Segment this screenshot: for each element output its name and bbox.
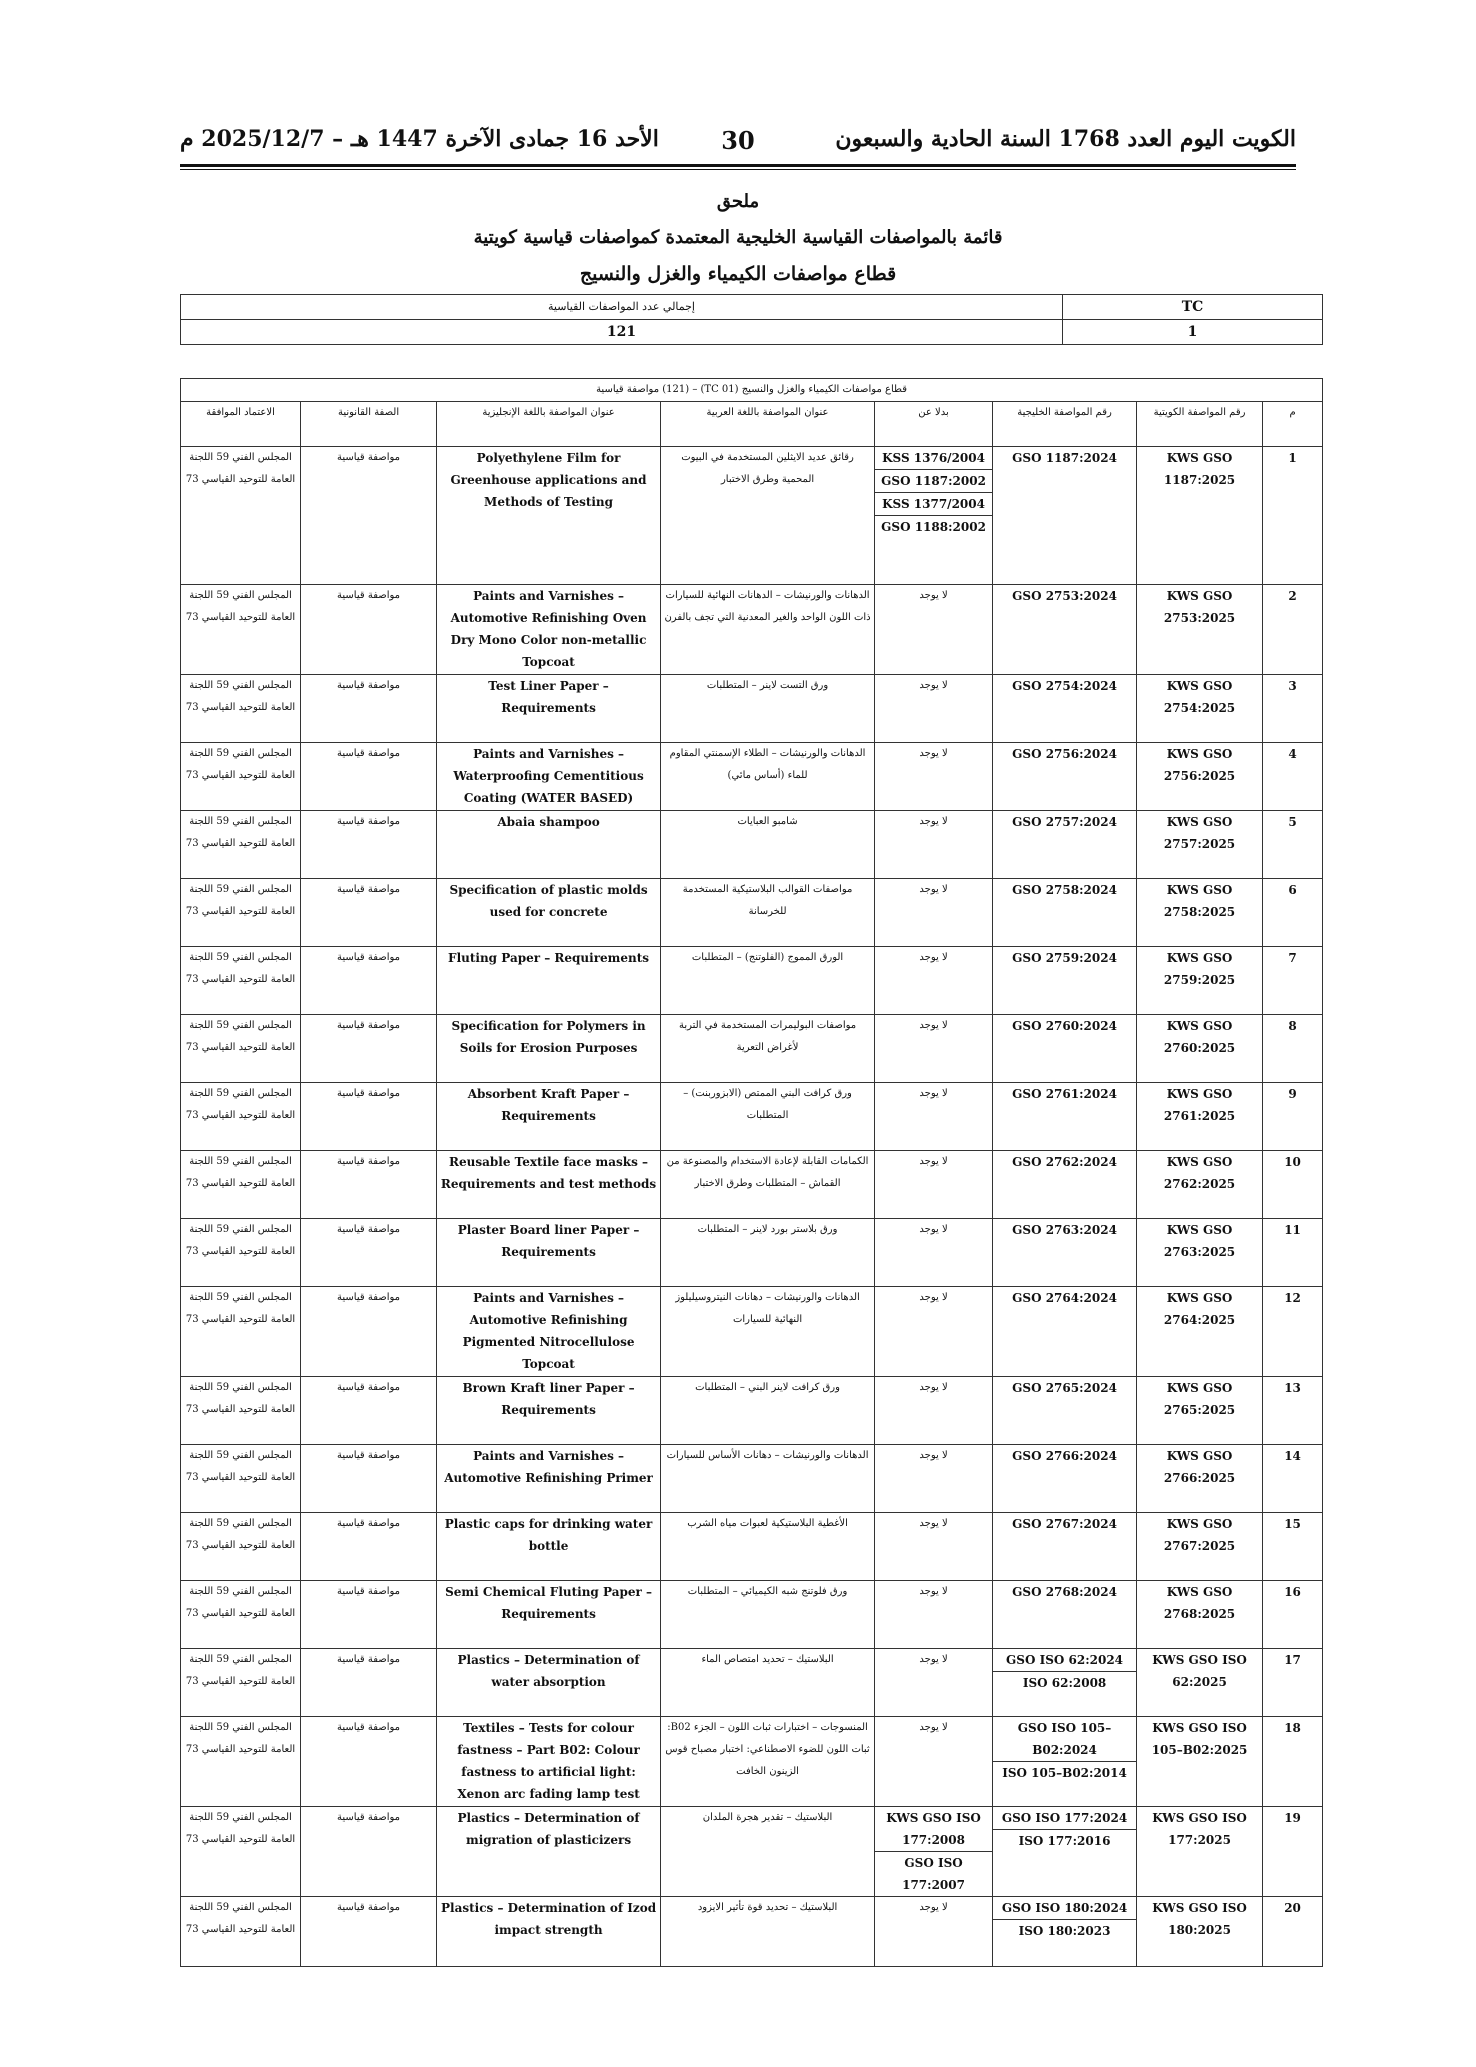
gso-number [993,1717,1137,1807]
replaces-entry: لا يوجد [919,1902,948,1913]
legal-status: مواصفة قياسية [301,1219,437,1287]
replaces [875,947,993,1015]
english-title: Fluting Paper – Requirements [437,947,661,1015]
summary-table [180,294,1323,345]
gso-number [993,1897,1137,1967]
gso-entry: ISO 62:2008 [993,1671,1136,1694]
row-number: 3 [1263,675,1323,743]
gso-entry: ISO 105–B02:2014 [993,1761,1136,1784]
gso-entry: GSO 2764:2024 [1012,1291,1117,1305]
kws-number: KWS GSO 2757:2025 [1137,811,1263,879]
title-block [180,184,1296,292]
arabic-title: الكمامات القابلة لإعادة الاستخدام والمصنوعة من القماش – المتطلبات وطرق الاختبار [661,1151,875,1219]
replaces [875,743,993,811]
page-number: 30 [721,126,755,155]
arabic-title: الدهانات والورنيشات – دهانات النيتروسيليلوز النهائية للسيارات [661,1287,875,1377]
arabic-title: رقائق عديد الايثلين المستخدمة في البيوت المحمية وطرق الاختبار [661,447,875,585]
arabic-title: مواصفات البوليمرات المستخدمة في التربة لأغراض التعرية [661,1015,875,1083]
replaces-entry: لا يوجد [919,1518,948,1529]
gso-number [993,1807,1137,1897]
english-title: Brown Kraft liner Paper – Requirements [437,1377,661,1445]
gso-entry: ISO 180:2023 [993,1919,1136,1942]
english-title: Plastics – Determination of Izod impact strength [437,1897,661,1967]
row-number: 1 [1263,447,1323,585]
legal-status: مواصفة قياسية [301,811,437,879]
kws-number: KWS GSO 2760:2025 [1137,1015,1263,1083]
gso-entry: GSO 2761:2024 [1012,1087,1117,1101]
table-row [181,1897,1323,1967]
sector-title: قطاع مواصفات الكيمياء والغزل والنسيج [579,263,897,285]
replaces-entry: لا يوجد [919,1292,948,1303]
header-en-title: عنوان المواصفة باللغة الإنجليزية [437,402,661,447]
replaces [875,1649,993,1717]
legal-status: مواصفة قياسية [301,1015,437,1083]
gso-number [993,585,1137,675]
summary-header-total: إجمالي عدد المواصفات القياسية [181,295,1063,320]
approval: المجلس الفني 59 اللجنة العامة للتوحيد القياسي 73 [181,811,301,879]
gso-number [993,1151,1137,1219]
table-row [181,1807,1323,1897]
gso-entry: GSO ISO 62:2024 [1006,1653,1124,1667]
row-number: 17 [1263,1649,1323,1717]
replaces-entry: لا يوجد [919,1382,948,1393]
arabic-title: البلاستيك – تحديد امتصاص الماء [661,1649,875,1717]
arabic-title: ورق كرافت لاينر البني – المتطلبات [661,1377,875,1445]
english-title: Plastics – Determination of water absorption [437,1649,661,1717]
table-row [181,1287,1323,1377]
legal-status: مواصفة قياسية [301,1513,437,1581]
arabic-title: ورق بلاستر بورد لاينر – المتطلبات [661,1219,875,1287]
gazette-issue: الكويت اليوم العدد 1768 السنة الحادية والسبعون [835,126,1296,152]
approval: المجلس الفني 59 اللجنة العامة للتوحيد القياسي 73 [181,1219,301,1287]
replaces [875,675,993,743]
kws-number: KWS GSO 2766:2025 [1137,1445,1263,1513]
approval: المجلس الفني 59 اللجنة العامة للتوحيد القياسي 73 [181,1581,301,1649]
replaces [875,1377,993,1445]
gso-entry: GSO 2757:2024 [1012,815,1117,829]
table-row [181,1649,1323,1717]
header-instead: بدلا عن [875,402,993,447]
arabic-title: البلاستيك – تقدير هجرة الملدان [661,1807,875,1897]
replaces [875,1717,993,1807]
kws-number: KWS GSO ISO 177:2025 [1137,1807,1263,1897]
kws-number: KWS GSO 2759:2025 [1137,947,1263,1015]
table-row [181,1083,1323,1151]
kws-number: KWS GSO 2764:2025 [1137,1287,1263,1377]
replaces [875,1015,993,1083]
arabic-title: المنسوجات – اختبارات ثبات اللون – الجزء B02: ثبات اللون للضوء الاصطناعي: اختبار مصباح قوس الزينون الخافت [661,1717,875,1807]
legal-status: مواصفة قياسية [301,879,437,947]
replaces-entry: لا يوجد [919,680,948,691]
arabic-title: شامبو العبايات [661,811,875,879]
table-caption: قطاع مواصفات الكيمياء والغزل والنسيج (TC 01) – (121) مواصفة قياسية [181,379,1323,402]
approval: المجلس الفني 59 اللجنة العامة للتوحيد القياسي 73 [181,675,301,743]
table-row [181,675,1323,743]
arabic-title: الورق المموج (الفلوتنج) – المتطلبات [661,947,875,1015]
english-title: Paints and Varnishes – Automotive Refinishing Primer [437,1445,661,1513]
table-row [181,1717,1323,1807]
kws-number: KWS GSO ISO 180:2025 [1137,1897,1263,1967]
kws-number: KWS GSO 2758:2025 [1137,879,1263,947]
replaces [875,1807,993,1897]
header-legal: الصفة القانونية [301,402,437,447]
row-number: 18 [1263,1717,1323,1807]
legal-status: مواصفة قياسية [301,1151,437,1219]
table-row [181,1513,1323,1581]
approval: المجلس الفني 59 اللجنة العامة للتوحيد القياسي 73 [181,1377,301,1445]
gso-entry: GSO 2753:2024 [1012,589,1117,603]
approval: المجلس الفني 59 اللجنة العامة للتوحيد القياسي 73 [181,1151,301,1219]
gso-entry: GSO 2759:2024 [1012,951,1117,965]
row-number: 20 [1263,1897,1323,1967]
replaces [875,1581,993,1649]
kws-number: KWS GSO 2761:2025 [1137,1083,1263,1151]
gso-entry: GSO ISO 105–B02:2024 [1017,1721,1112,1757]
english-title: Absorbent Kraft Paper – Requirements [437,1083,661,1151]
english-title: Specification for Polymers in Soils for Erosion Purposes [437,1015,661,1083]
arabic-title: الدهانات والورنيشات – دهانات الأساس للسيارات [661,1445,875,1513]
replaces-entry: لا يوجد [919,590,948,601]
arabic-title: الأغطية البلاستيكية لعبوات مياه الشرب [661,1513,875,1581]
table-row [181,585,1323,675]
approval: المجلس الفني 59 اللجنة العامة للتوحيد القياسي 73 [181,1513,301,1581]
gso-number [993,1513,1137,1581]
gso-number [993,1015,1137,1083]
replaces [875,1445,993,1513]
english-title: Abaia shampoo [437,811,661,879]
english-title: Specification of plastic molds used for concrete [437,879,661,947]
summary-total-value: 121 [181,320,1063,345]
list-title: قائمة بالمواصفات القياسية الخليجية المعتمدة كمواصفات قياسية كويتية [473,227,1003,248]
row-number: 12 [1263,1287,1323,1377]
legal-status: مواصفة قياسية [301,743,437,811]
gso-number [993,1649,1137,1717]
replaces [875,811,993,879]
table-header-row [181,402,1323,447]
legal-status: مواصفة قياسية [301,1649,437,1717]
gso-entry: GSO ISO 177:2024 [1001,1811,1128,1825]
row-number: 11 [1263,1219,1323,1287]
table-row [181,1151,1323,1219]
table-row [181,811,1323,879]
legal-status: مواصفة قياسية [301,1897,437,1967]
arabic-title: الدهانات والورنيشات – الدهانات النهائية للسيارات ذات اللون الواحد والغير المعدنية التي تجف بالفرن [661,585,875,675]
standards-table [180,378,1323,1967]
approval: المجلس الفني 59 اللجنة العامة للتوحيد القياسي 73 [181,447,301,585]
replaces-entry: KSS 1376/2004 [882,451,985,465]
english-title: Plastics – Determination of migration of plasticizers [437,1807,661,1897]
kws-number: KWS GSO ISO 62:2025 [1137,1649,1263,1717]
header-ar-title: عنوان المواصفة باللغة العربية [661,402,875,447]
replaces-entry: لا يوجد [919,816,948,827]
legal-status: مواصفة قياسية [301,1807,437,1897]
approval: المجلس الفني 59 اللجنة العامة للتوحيد القياسي 73 [181,1083,301,1151]
gso-number [993,879,1137,947]
row-number: 4 [1263,743,1323,811]
english-title: Paints and Varnishes – Automotive Refinishing Pigmented Nitrocellulose Topcoat [437,1287,661,1377]
english-title: Reusable Textile face masks – Requirements and test methods [437,1151,661,1219]
english-title: Plastic caps for drinking water bottle [437,1513,661,1581]
row-number: 7 [1263,947,1323,1015]
annex-title: ملحق [716,191,760,212]
legal-status: مواصفة قياسية [301,1377,437,1445]
gso-entry: GSO 2758:2024 [1012,883,1117,897]
replaces-entry: لا يوجد [919,884,948,895]
table-row [181,447,1323,585]
table-row [181,1581,1323,1649]
replaces-entry: لا يوجد [919,748,948,759]
header-rule [180,164,1296,167]
replaces [875,1513,993,1581]
replaces-entry: KWS GSO ISO 177:2008 [886,1811,981,1847]
english-title: Test Liner Paper – Requirements [437,675,661,743]
legal-status: مواصفة قياسية [301,947,437,1015]
summary-tc-value: 1 [1063,320,1323,345]
replaces [875,879,993,947]
row-number: 19 [1263,1807,1323,1897]
replaces-entry: GSO 1187:2002 [875,469,992,492]
kws-number: KWS GSO 1187:2025 [1137,447,1263,585]
gso-number [993,1287,1137,1377]
table-row [181,1377,1323,1445]
kws-number: KWS GSO 2754:2025 [1137,675,1263,743]
replaces [875,1897,993,1967]
legal-status: مواصفة قياسية [301,1717,437,1807]
row-number: 16 [1263,1581,1323,1649]
gso-number [993,675,1137,743]
table-row [181,1219,1323,1287]
gso-number [993,1377,1137,1445]
arabic-title: ورق التست لاينر – المتطلبات [661,675,875,743]
kws-number: KWS GSO 2767:2025 [1137,1513,1263,1581]
replaces-entry: لا يوجد [919,1450,948,1461]
row-number: 13 [1263,1377,1323,1445]
legal-status: مواصفة قياسية [301,1445,437,1513]
header-gso: رقم المواصفة الخليجية [993,402,1137,447]
header-rule-thin [180,169,1296,170]
summary-header-tc: TC [1063,295,1323,320]
row-number: 9 [1263,1083,1323,1151]
english-title: Semi Chemical Fluting Paper – Requirements [437,1581,661,1649]
replaces-entry: لا يوجد [919,952,948,963]
gso-number [993,743,1137,811]
replaces-entry: لا يوجد [919,1586,948,1597]
arabic-title: ورق فلوتنج شبه الكيميائي – المتطلبات [661,1581,875,1649]
approval: المجلس الفني 59 اللجنة العامة للتوحيد القياسي 73 [181,1015,301,1083]
gso-entry: GSO 2754:2024 [1012,679,1117,693]
row-number: 14 [1263,1445,1323,1513]
row-number: 15 [1263,1513,1323,1581]
kws-number: KWS GSO ISO 105–B02:2025 [1137,1717,1263,1807]
kws-number: KWS GSO 2765:2025 [1137,1377,1263,1445]
header-approval: الاعتماد الموافقة [181,402,301,447]
approval: المجلس الفني 59 اللجنة العامة للتوحيد القياسي 73 [181,947,301,1015]
legal-status: مواصفة قياسية [301,1083,437,1151]
arabic-title: ورق كرافت البني الممتص (الابزوربنت) – المتطلبات [661,1083,875,1151]
legal-status: مواصفة قياسية [301,1287,437,1377]
kws-number: KWS GSO 2763:2025 [1137,1219,1263,1287]
replaces-entry: لا يوجد [919,1224,948,1235]
table-row [181,879,1323,947]
row-number: 2 [1263,585,1323,675]
arabic-title: مواصفات القوالب البلاستيكية المستخدمة للخرسانة [661,879,875,947]
gso-entry: GSO 2762:2024 [1012,1155,1117,1169]
approval: المجلس الفني 59 اللجنة العامة للتوحيد القياسي 73 [181,1717,301,1807]
row-number: 8 [1263,1015,1323,1083]
gso-entry: GSO 2766:2024 [1012,1449,1117,1463]
approval: المجلس الفني 59 اللجنة العامة للتوحيد القياسي 73 [181,743,301,811]
replaces-entry: لا يوجد [919,1088,948,1099]
english-title: Paints and Varnishes – Automotive Refinishing Oven Dry Mono Color non-metallic Topcoat [437,585,661,675]
gso-entry: GSO 2765:2024 [1012,1381,1117,1395]
replaces-entry: لا يوجد [919,1722,948,1733]
legal-status: مواصفة قياسية [301,585,437,675]
replaces [875,447,993,585]
gso-number [993,1581,1137,1649]
gso-number [993,811,1137,879]
gso-entry: GSO 1187:2024 [1012,451,1117,465]
gso-number [993,447,1137,585]
replaces [875,1287,993,1377]
replaces-entry: لا يوجد [919,1654,948,1665]
gso-entry: GSO 2760:2024 [1012,1019,1117,1033]
table-row [181,743,1323,811]
row-number: 10 [1263,1151,1323,1219]
approval: المجلس الفني 59 اللجنة العامة للتوحيد القياسي 73 [181,1807,301,1897]
row-number: 5 [1263,811,1323,879]
english-title: Paints and Varnishes – Waterproofing Cementitious Coating (WATER BASED) [437,743,661,811]
approval: المجلس الفني 59 اللجنة العامة للتوحيد القياسي 73 [181,1287,301,1377]
gso-entry: ISO 177:2016 [993,1829,1136,1852]
row-number: 6 [1263,879,1323,947]
replaces-entry: GSO 1188:2002 [875,515,992,538]
issue-date: الأحد 16 جمادى الآخرة 1447 هـ – 2025/12/7 م [180,126,659,152]
gso-number [993,1083,1137,1151]
legal-status: مواصفة قياسية [301,675,437,743]
header-kws: رقم المواصفة الكويتية [1137,402,1263,447]
replaces-entry: KSS 1377/2004 [875,492,992,515]
replaces [875,1151,993,1219]
approval: المجلس الفني 59 اللجنة العامة للتوحيد القياسي 73 [181,879,301,947]
replaces [875,1083,993,1151]
kws-number: KWS GSO 2756:2025 [1137,743,1263,811]
english-title: Plaster Board liner Paper – Requirements [437,1219,661,1287]
table-row [181,947,1323,1015]
approval: المجلس الفني 59 اللجنة العامة للتوحيد القياسي 73 [181,1649,301,1717]
gso-entry: GSO 2756:2024 [1012,747,1117,761]
english-title: Polyethylene Film for Greenhouse applications and Methods of Testing [437,447,661,585]
gso-number [993,947,1137,1015]
gso-entry: GSO 2763:2024 [1012,1223,1117,1237]
replaces [875,585,993,675]
page-header [180,118,1296,168]
gso-entry: GSO ISO 180:2024 [1001,1901,1128,1915]
approval: المجلس الفني 59 اللجنة العامة للتوحيد القياسي 73 [181,1897,301,1967]
english-title: Textiles – Tests for colour fastness – Part B02: Colour fastness to artificial light: Xenon arc fading lamp test [437,1717,661,1807]
legal-status: مواصفة قياسية [301,447,437,585]
legal-status: مواصفة قياسية [301,1581,437,1649]
approval: المجلس الفني 59 اللجنة العامة للتوحيد القياسي 73 [181,1445,301,1513]
gso-number [993,1445,1137,1513]
replaces-entry: لا يوجد [919,1156,948,1167]
table-row [181,1445,1323,1513]
kws-number: KWS GSO 2753:2025 [1137,585,1263,675]
replaces [875,1219,993,1287]
kws-number: KWS GSO 2768:2025 [1137,1581,1263,1649]
kws-number: KWS GSO 2762:2025 [1137,1151,1263,1219]
header-m: م [1263,402,1323,447]
gso-number [993,1219,1137,1287]
table-row [181,1015,1323,1083]
replaces-entry: GSO ISO 177:2007 [875,1851,992,1896]
gso-entry: GSO 2767:2024 [1012,1517,1117,1531]
arabic-title: الدهانات والورنيشات – الطلاء الإسمنتي المقاوم للماء (أساس مائي) [661,743,875,811]
arabic-title: البلاستيك – تحديد قوة تأثير الايزود [661,1897,875,1967]
replaces-entry: لا يوجد [919,1020,948,1031]
approval: المجلس الفني 59 اللجنة العامة للتوحيد القياسي 73 [181,585,301,675]
gso-entry: GSO 2768:2024 [1012,1585,1117,1599]
